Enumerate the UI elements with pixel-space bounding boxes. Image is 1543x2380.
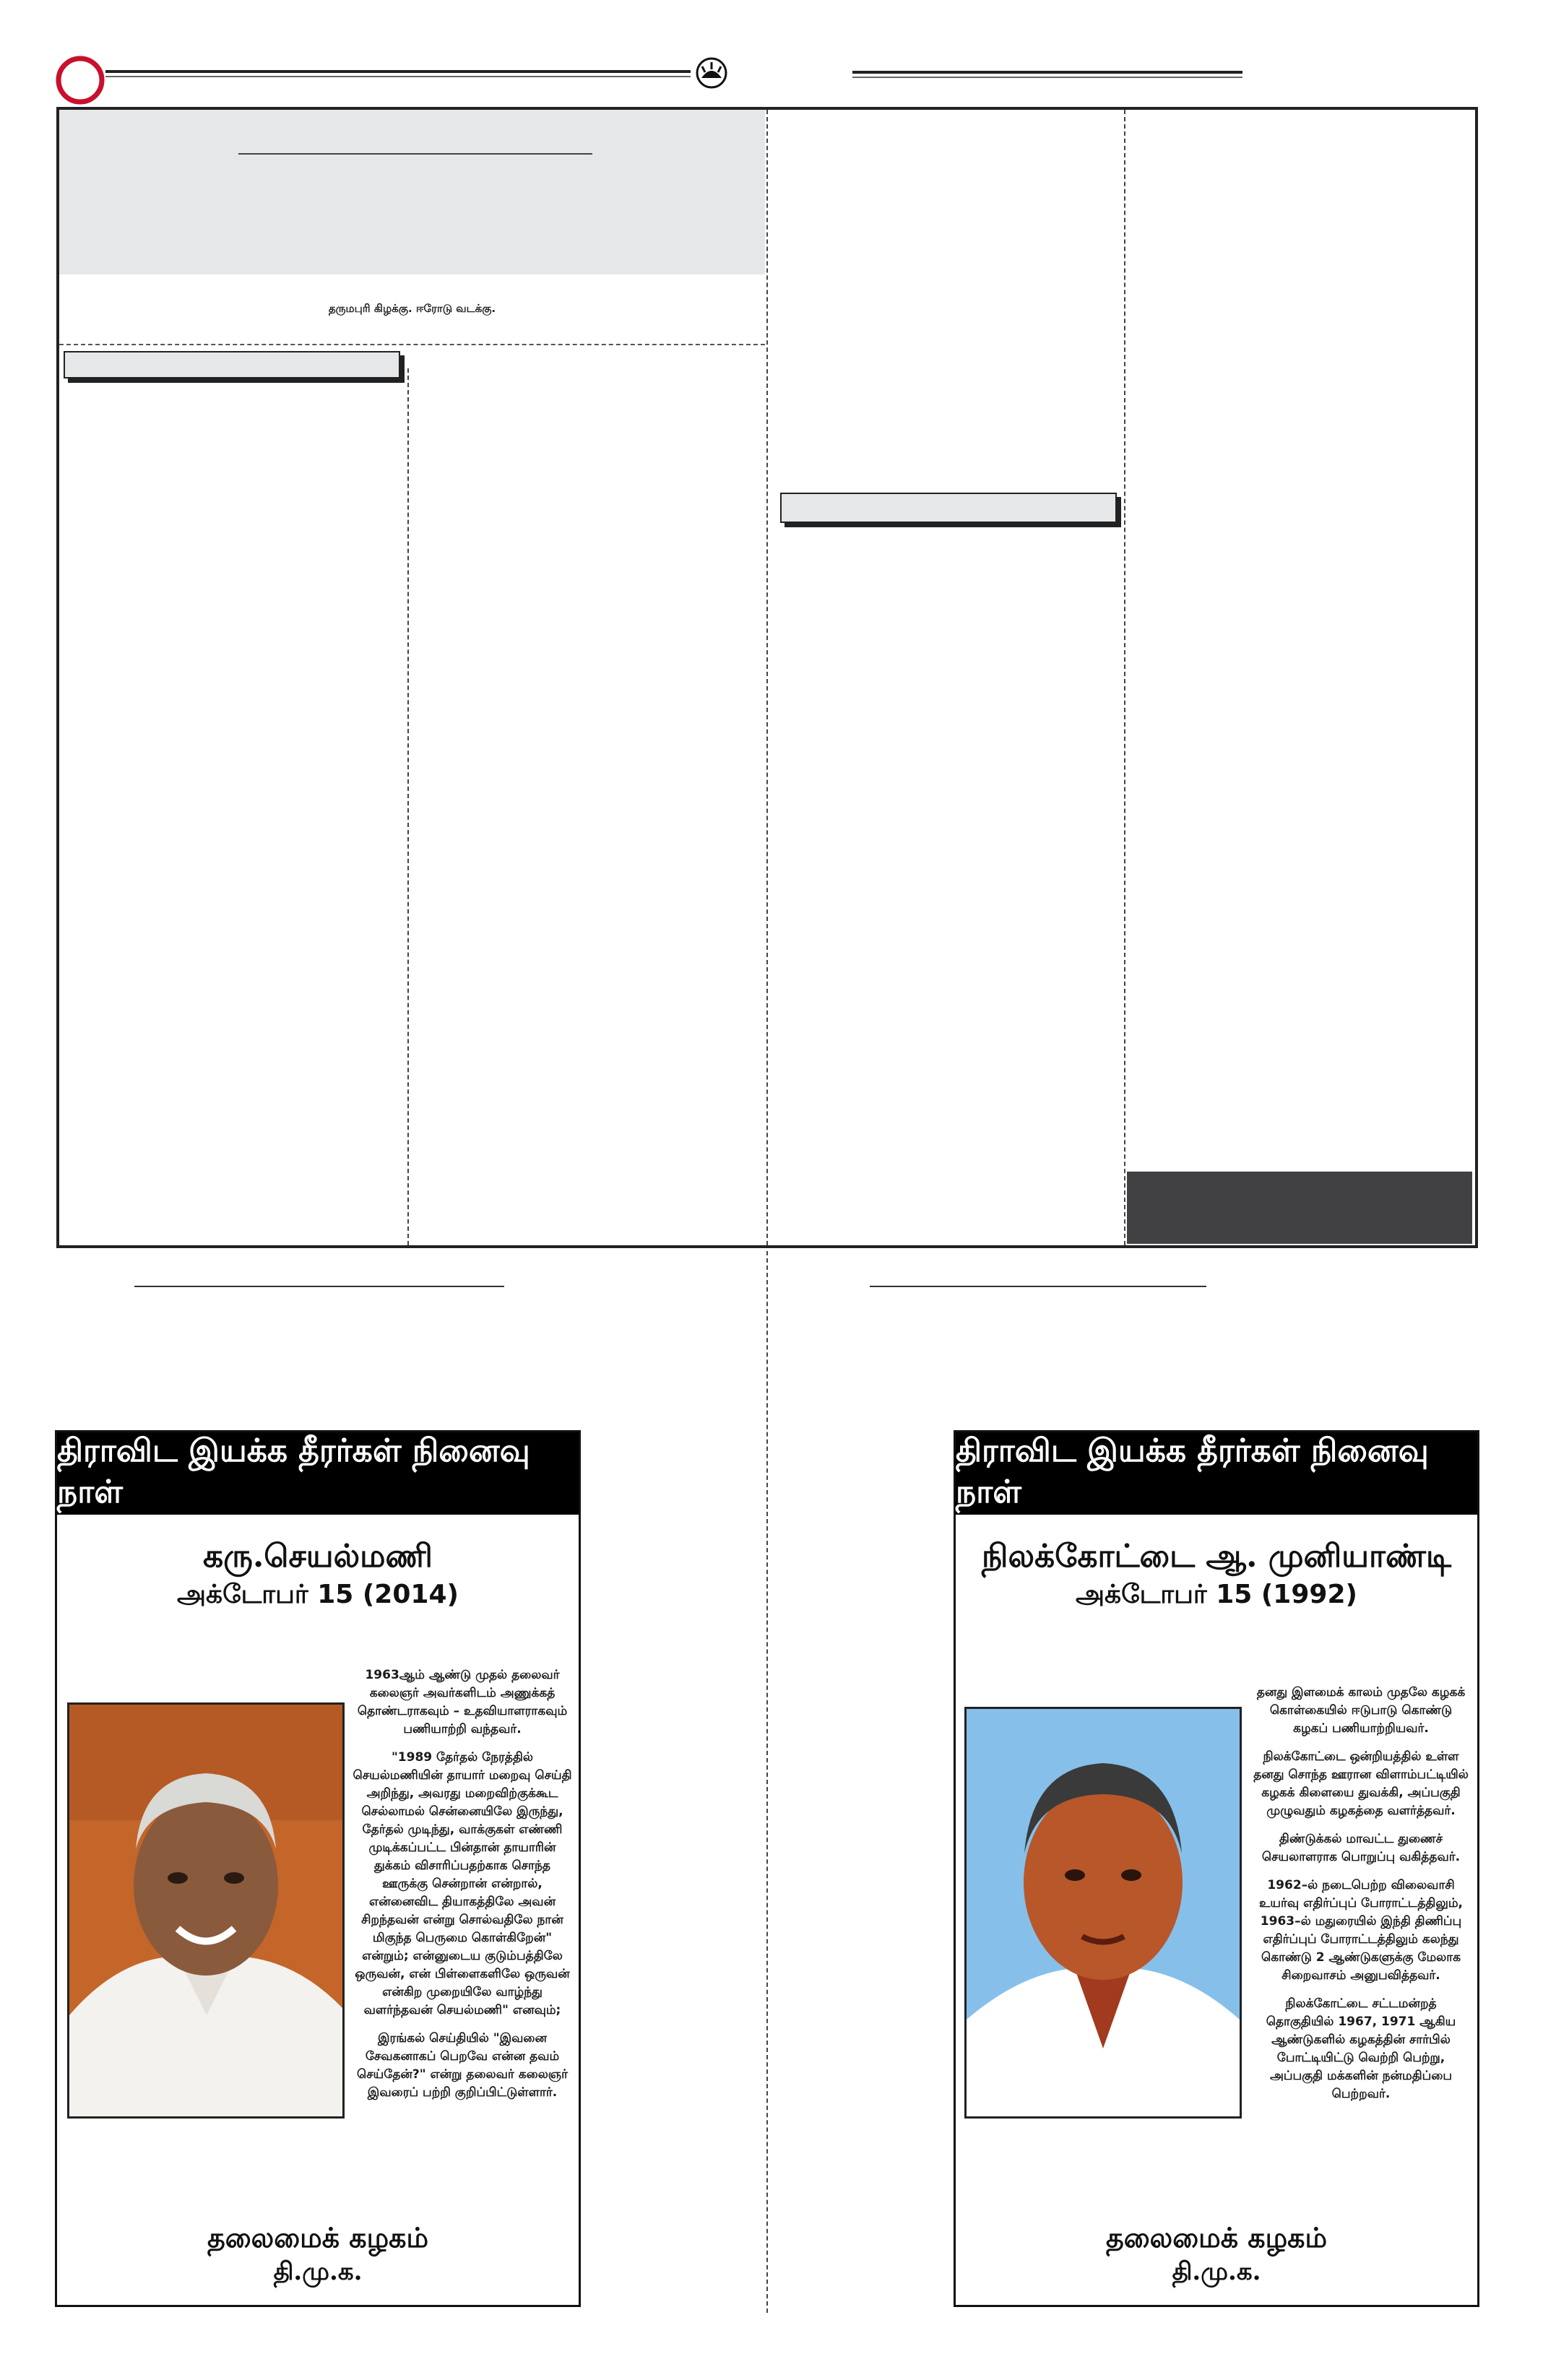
lower-rule-left xyxy=(134,1286,504,1287)
biography-text xyxy=(1250,1684,1471,2113)
column-divider-3 xyxy=(1124,110,1125,1245)
portrait-illustration xyxy=(69,1705,342,2116)
dark-footer-block xyxy=(1127,1172,1472,1244)
banner-rule xyxy=(238,153,592,155)
section-label-bar-left xyxy=(64,351,400,378)
footer-organization: தலைமைக் கழகம் xyxy=(1105,2221,1328,2254)
memorial-card-2 xyxy=(954,1430,1479,2307)
header-rule-right xyxy=(852,71,1242,74)
person-name: நிலக்கோட்டை ஆ. முனியாண்டி xyxy=(982,1538,1451,1575)
card-header: திராவிட இயக்க தீரர்கள் நினைவு நாள் xyxy=(956,1432,1477,1515)
gray-banner xyxy=(59,110,765,274)
bio-paragraph: "1989 தேர்தல் நேரத்தில் செயல்மணியின் தாயார் மறைவு செய்தி அறிந்து, அவரது மறைவிற்குக்கூட செல்லாமல் சென்னையிலே இருந்து, தேர்தல் முடிந்து, வாக்குகள் எண்ணி முடிக்கப்பட்ட பின்தான் தாயாரின் துக்கம் விசாரிப்பதற்காக சொந்த ஊருக்கு சென்றான் என்றால், என்னைவிட தியாகத்திலே அவன் சிறந்தவன் என்று சொல்வதிலே நான் மிகுந்த பெருமை கொள்கிறேன்" என்றும்; என்னுடைய குடும்பத்திலே ஒருவன், என் பிள்ளைகளிலே ஒருவன் என்கிற முறையிலே வாழ்ந்து வளர்ந்தவன் செயல்மணி" எனவும்; xyxy=(353,1750,572,2017)
header-rule-left-thin xyxy=(105,76,691,77)
person-name: கரு.செயல்மணி xyxy=(203,1538,433,1575)
footer-organization: தலைமைக் கழகம் xyxy=(207,2221,429,2254)
bio-paragraph: 1963ஆம் ஆண்டு முதல் தலைவர் கலைஞர் அவர்களிடம் அணுக்கத் தொண்டராகவும் – உதவியாளராகவும் பணியாற்றி வந்தவர். xyxy=(357,1668,568,1736)
rising-sun-emblem-icon xyxy=(695,56,728,90)
memorial-date: அக்டோபர் 15 (1992) xyxy=(1076,1580,1357,1609)
portrait-photo xyxy=(67,1702,345,2119)
memorial-card-1 xyxy=(55,1430,581,2307)
biography-text xyxy=(352,1666,573,2112)
column-divider-1 xyxy=(407,368,409,1245)
lower-center-divider xyxy=(766,1251,768,2313)
bio-paragraph: இரங்கல் செய்தியில் "இவனை சேவகனாகப் பெறவே என்ன தவம் செய்தேன்?" என்று தலைவர் கலைஞர் இவரைப் பற்றி குறிப்பிட்டுள்ளார். xyxy=(357,2031,568,2100)
section-label-bar-middle xyxy=(780,493,1117,523)
memorial-date: அக்டோபர் 15 (2014) xyxy=(177,1580,459,1609)
bio-paragraph: 1962–ல் நடைபெற்ற விலைவாசி உயர்வு எதிர்ப்புப் போராட்டத்திலும், 1963–ல் மதுரையில் இந்தி திணிப்பு எதிர்ப்புப் போராட்டத்திலும் கலந்து கொண்டு 2 ஆண்டுகளுக்கு மேலாக சிறைவாசம் அனுபவித்தவர். xyxy=(1259,1878,1463,1983)
district-line: தருமபுரி கிழக்கு. ஈரோடு வடக்கு. xyxy=(328,302,496,315)
footer-party: தி.மு.க. xyxy=(273,2257,363,2286)
bio-paragraph: நிலக்கோட்டை சட்டமன்றத் தொகுதியில் 1967, 1971 ஆகிய ஆண்டுகளில் கழகத்தின் சார்பில் போட்டியிட்டு வெற்றி பெற்று, அப்பகுதி மக்களின் நன்மதிப்பை பெற்றவர். xyxy=(1266,1996,1456,2101)
portrait-illustration xyxy=(967,1709,1240,2116)
header-rule-left xyxy=(105,70,691,73)
red-circle-icon xyxy=(55,55,105,105)
footer-party: தி.மு.க. xyxy=(1172,2257,1261,2286)
bio-paragraph: தனது இளமைக் காலம் முதலே கழகக் கொள்கையில் ஈடுபாடு கொண்டு கழகப் பணியாற்றியவர். xyxy=(1256,1685,1466,1736)
bio-paragraph: திண்டுக்கல் மாவட்ட துணைச் செயலாளராக பொறுப்பு வகித்தவர். xyxy=(1261,1832,1461,1864)
section-divider xyxy=(59,344,765,345)
portrait-photo xyxy=(964,1707,1242,2119)
card-header: திராவிட இயக்க தீரர்கள் நினைவு நாள் xyxy=(57,1432,579,1515)
lower-rule-right xyxy=(870,1286,1206,1287)
column-divider-2 xyxy=(766,110,768,1245)
header-rule-right-thin xyxy=(852,77,1242,78)
bio-paragraph: நிலக்கோட்டை ஒன்றியத்தில் உள்ள தனது சொந்த ஊரான விளாம்பட்டியில் கழகக் கிளையை துவக்கி, அப்பகுதி முழுவதும் கழகத்தை வளர்த்தவர். xyxy=(1253,1749,1469,1818)
